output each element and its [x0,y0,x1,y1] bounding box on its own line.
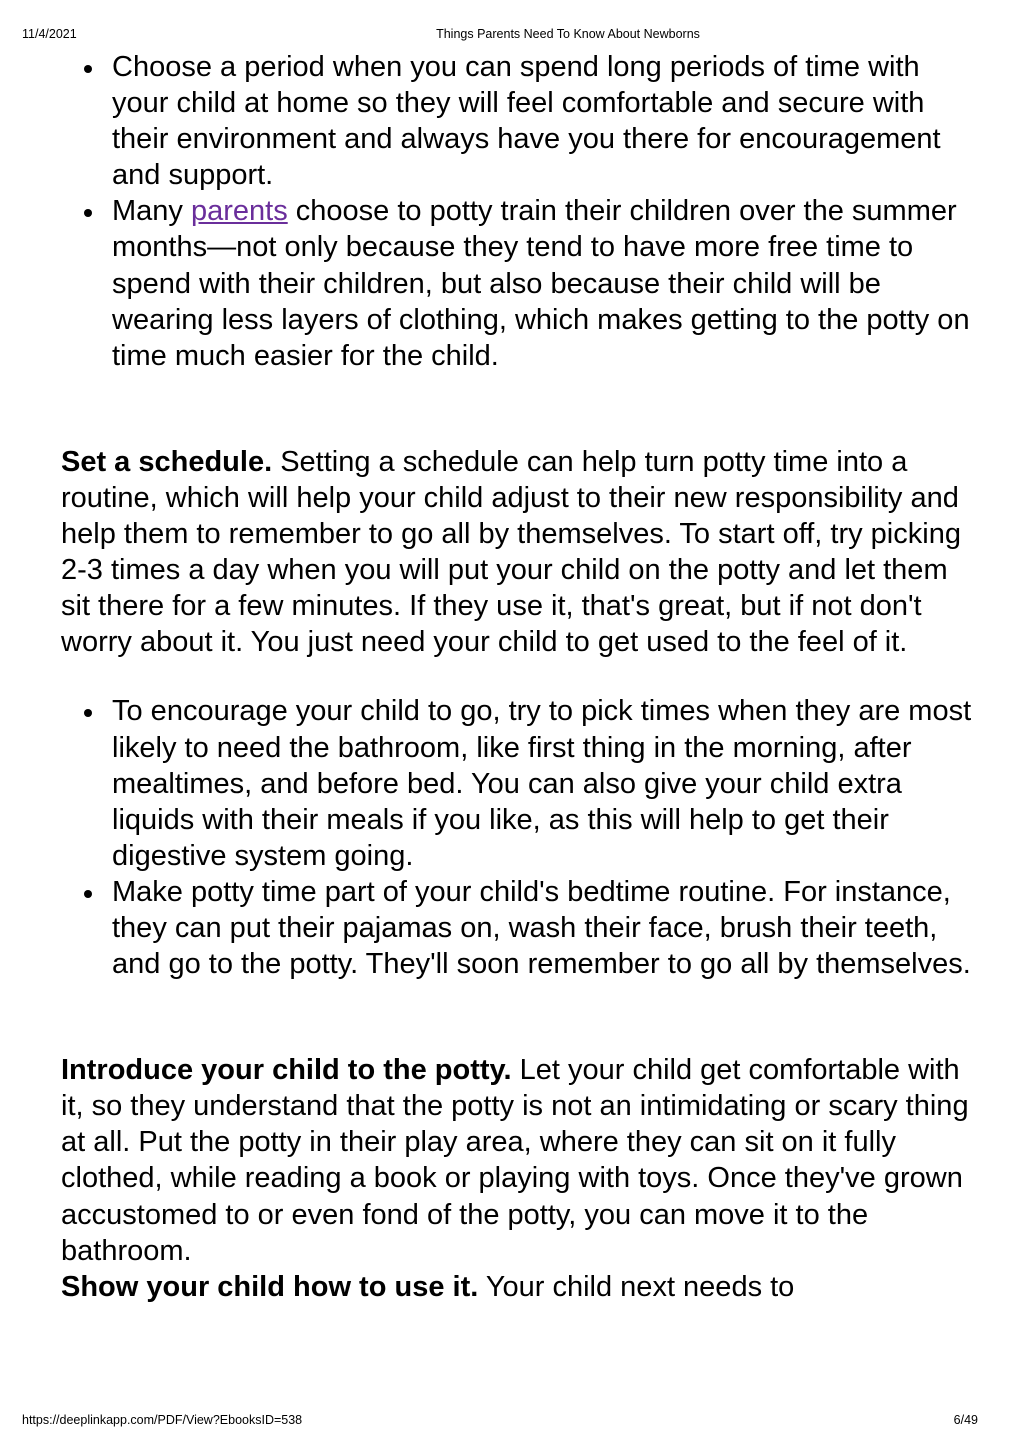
list-item-text: Make potty time part of your child's bedtime routine. For instance, they can put their pajamas on, wash their face, brush their teeth, and go to the potty. They'll soon remember to go all by themselves. [112,875,971,981]
schedule-body: Setting a schedule can help turn potty time into a routine, which will help your child adjust to their new responsibility and help them to remember to go all by themselves. To start off, try picking 2-3 times a day when you will put your child on the potty and let them sit there for a few minutes. If they use it, that's great, but if not don't worry about it. You just need your child to get used to the feel of it. [61,445,961,659]
article-body [61,49,981,1305]
list-item [112,49,981,193]
show-paragraph [61,1269,981,1305]
list-item-text-end: choose to potty train their children over the summer months—not only because they tend to have more free time to spend with their children, but also because their child will be wearing less layers of clothing, which makes getting to the potty on time much easier for the child. [112,195,970,372]
source-url: https://deeplinkapp.com/PDF/View?EbooksID=538 [22,1413,303,1427]
list-item-text: Choose a period when you can spend long periods of time with your child at home so they will feel comfortable and secure with their environment and always have you there for encouragement and support. [112,51,941,192]
bullet-list-timing [61,49,981,374]
bullet-list-schedule [61,693,981,982]
print-footer [0,1412,1024,1428]
list-item [112,693,981,873]
list-item-text-start: Many [112,195,191,228]
schedule-heading: Set a schedule. [61,445,273,478]
list-item [112,874,981,982]
introduce-body: Let your child get comfortable with it, so they understand that the potty is not an intimidating or scary thing at all. Put the potty in their play area, where they can sit on it fully clothed, while reading a book or playing with toys. Once they've grown accustomed to or even fond of the potty, you can move it to the bathroom. [61,1054,969,1267]
show-heading: Show your child how to use it. [61,1270,479,1303]
parents-link[interactable]: parents [190,195,288,228]
print-header [0,26,1024,42]
introduce-paragraph [61,1052,981,1269]
introduce-heading: Introduce your child to the potty. [61,1054,512,1087]
show-body: Your child next needs to [478,1270,795,1303]
print-date: 11/4/2021 [22,27,77,41]
list-item [112,193,981,373]
page-number: 6/49 [953,1413,978,1427]
document-title: Things Parents Need To Know About Newborns [436,27,700,41]
schedule-paragraph [61,444,981,661]
list-item-text: To encourage your child to go, try to pick times when they are most likely to need the bathroom, like first thing in the morning, after mealtimes, and before bed. You can also give your child extra liquids with their meals if you like, as this will help to get their digestive system going. [112,695,972,872]
